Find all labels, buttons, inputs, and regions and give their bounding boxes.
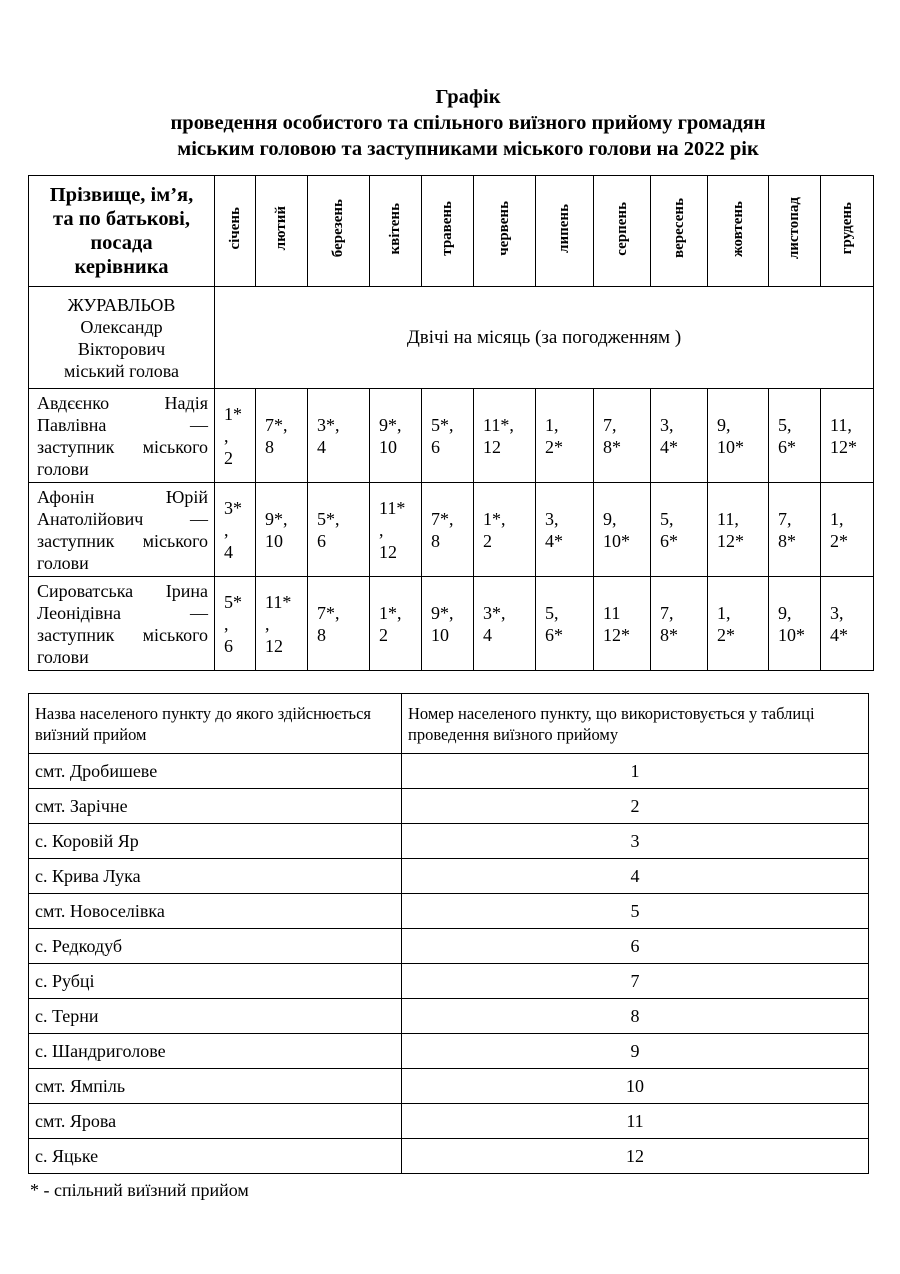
village-number-cell: 4: [402, 859, 869, 894]
village-number: 1*: [224, 403, 242, 424]
schedule-cell: [422, 577, 474, 671]
village-number: 9,: [717, 414, 731, 435]
schedule-cell: [256, 577, 308, 671]
schedule-cell: [370, 389, 422, 483]
schedule-cell: [474, 389, 536, 483]
schedule-cell: [370, 577, 422, 671]
village-number-cell: 5: [402, 894, 869, 929]
village-number: 4*: [660, 436, 678, 457]
village-number: ,: [224, 519, 229, 540]
village-number: 3,: [545, 508, 559, 529]
schedule-cell: [474, 483, 536, 577]
village-number-cell: 11: [402, 1104, 869, 1139]
village-number: 12*: [717, 530, 744, 551]
village-number: 1,: [830, 508, 844, 529]
month-header: серпень: [594, 176, 651, 287]
village-number: 8: [431, 530, 440, 551]
title-line-3: міським головою та заступниками міського голови на 2022 рік: [177, 138, 759, 160]
village-name: смт. Зарічне: [29, 789, 402, 824]
village-number: 6: [431, 436, 440, 457]
village-number: 5*,: [317, 508, 340, 529]
village-number: 2: [224, 447, 233, 468]
deputy-name-cell: Авдєєнко Надія Павлівна — заступник міського голови: [29, 389, 215, 483]
month-header: травень: [422, 176, 474, 287]
village-number: 3,: [660, 414, 674, 435]
schedule-cell: [769, 483, 821, 577]
village-name: смт. Дробишеве: [29, 754, 402, 789]
village-number: 11*,: [483, 414, 514, 435]
village-number: 1,: [717, 602, 731, 623]
village-number: 8*: [603, 436, 621, 457]
schedule-cell: [708, 483, 769, 577]
mayor-name-line: міський голова: [63, 360, 180, 381]
village-row: [29, 824, 869, 859]
schedule-cell: [821, 577, 874, 671]
village-number: 12*: [830, 436, 857, 457]
village-name: с. Шандриголове: [29, 1034, 402, 1069]
schedule-header-row: [29, 176, 874, 287]
schedule-cell: [536, 389, 594, 483]
village-number: 12: [483, 436, 501, 457]
village-number: 4*: [830, 624, 848, 645]
schedule-cell: [708, 577, 769, 671]
village-number-header: Номер населеного пункту, що використовується у таблиці проведення виїзного прийому: [402, 694, 869, 754]
village-number: 3,: [830, 602, 844, 623]
village-number: 10: [431, 624, 449, 645]
village-number: 1*,: [483, 508, 506, 529]
schedule-cell: [308, 577, 370, 671]
village-name: смт. Ярова: [29, 1104, 402, 1139]
village-number: 5*: [224, 591, 242, 612]
village-number: 5*,: [431, 414, 454, 435]
village-number: 7,: [660, 602, 674, 623]
village-number: 2*: [545, 436, 563, 457]
mayor-name-line: ЖУРАВЛЬОВ: [67, 294, 176, 315]
schedule-cell: [651, 483, 708, 577]
deputy-name-cell: Афонін Юрій Анатолійович — заступник міського голови: [29, 483, 215, 577]
village-number: 10*: [603, 530, 630, 551]
village-number: 4: [317, 436, 326, 457]
village-row: [29, 964, 869, 999]
village-number: 12: [379, 541, 397, 562]
village-row: [29, 754, 869, 789]
village-number: 7,: [778, 508, 792, 529]
village-number-cell: 3: [402, 824, 869, 859]
name-header-line: посада: [90, 232, 153, 254]
villages-table: [28, 693, 869, 1174]
village-number-cell: 9: [402, 1034, 869, 1069]
village-number-cell: 8: [402, 999, 869, 1034]
deputy-name-cell: Сироватська Ірина Леонідівна — заступник міського голови: [29, 577, 215, 671]
village-number: 2*: [717, 624, 735, 645]
villages-header-row: [29, 694, 869, 754]
village-row: [29, 1104, 869, 1139]
village-number: 12*: [603, 624, 630, 645]
village-number: ,: [265, 613, 270, 634]
village-number-cell: 10: [402, 1069, 869, 1104]
village-name: с. Рубці: [29, 964, 402, 999]
mayor-name-line: Вікторович: [77, 338, 166, 359]
village-number: 3*: [224, 497, 242, 518]
schedule-cell: [215, 389, 256, 483]
mayor-name-cell: [29, 287, 215, 389]
village-number: ,: [224, 613, 229, 634]
village-row: [29, 1139, 869, 1174]
village-number: 9*,: [265, 508, 288, 529]
village-number: 4*: [545, 530, 563, 551]
village-number-cell: 6: [402, 929, 869, 964]
schedule-cell: [536, 577, 594, 671]
village-number: 6: [224, 635, 233, 656]
village-row: [29, 789, 869, 824]
month-header: грудень: [821, 176, 874, 287]
schedule-cell: [821, 483, 874, 577]
title-line-1: Графік: [435, 86, 501, 108]
schedule-cell: [474, 577, 536, 671]
village-number: 1*,: [379, 602, 402, 623]
village-number-cell: 1: [402, 754, 869, 789]
month-header: січень: [215, 176, 256, 287]
village-row: [29, 1034, 869, 1069]
deputy-row: [29, 483, 874, 577]
village-number: 9,: [603, 508, 617, 529]
village-number: 4: [224, 541, 233, 562]
village-row: [29, 859, 869, 894]
village-number-cell: 12: [402, 1139, 869, 1174]
village-number: 12: [265, 635, 283, 656]
village-row: [29, 894, 869, 929]
village-number: 5,: [545, 602, 559, 623]
village-row: [29, 929, 869, 964]
month-header: квітень: [370, 176, 422, 287]
schedule-cell: [536, 483, 594, 577]
month-header: лютий: [256, 176, 308, 287]
village-number: 11,: [830, 414, 852, 435]
village-number: 9*,: [431, 602, 454, 623]
month-header: листопад: [769, 176, 821, 287]
schedule-cell: [821, 389, 874, 483]
deputy-row: [29, 389, 874, 483]
village-number: 5,: [660, 508, 674, 529]
village-number: 7,: [603, 414, 617, 435]
schedule-cell: [308, 483, 370, 577]
village-number: 3*,: [317, 414, 340, 435]
month-header: вересень: [651, 176, 708, 287]
mayor-schedule-note: Двічі на місяць (за погодженням ): [215, 287, 874, 389]
village-number: 6*: [545, 624, 563, 645]
mayor-row: [29, 287, 874, 389]
name-header-line: та по батькові,: [53, 208, 190, 230]
name-header-line: керівника: [74, 256, 169, 278]
village-number: 10: [265, 530, 283, 551]
village-number: 9,: [778, 602, 792, 623]
footnote: * - спільний виїзний прийом: [30, 1180, 249, 1200]
village-number: 7*,: [265, 414, 288, 435]
village-name: с. Коровій Яр: [29, 824, 402, 859]
schedule-cell: [370, 483, 422, 577]
schedule-cell: [256, 389, 308, 483]
village-row: [29, 1069, 869, 1104]
village-name: с. Крива Лука: [29, 859, 402, 894]
village-number: 5,: [778, 414, 792, 435]
village-number-cell: 2: [402, 789, 869, 824]
village-number: 4: [483, 624, 492, 645]
schedule-cell: [594, 389, 651, 483]
month-header: липень: [536, 176, 594, 287]
village-number: 2: [379, 624, 388, 645]
schedule-cell: [651, 389, 708, 483]
village-name-header: Назва населеного пункту до якого здійснюється виїзний прийом: [29, 694, 402, 754]
schedule-cell: [215, 577, 256, 671]
schedule-cell: [256, 483, 308, 577]
schedule-cell: [594, 577, 651, 671]
village-number: 6*: [778, 436, 796, 457]
village-number: 11: [603, 602, 621, 623]
village-row: [29, 999, 869, 1034]
schedule-cell: [594, 483, 651, 577]
village-number: 1,: [545, 414, 559, 435]
schedule-cell: [708, 389, 769, 483]
title-line-2: проведення особистого та спільного виїзного прийому громадян: [170, 112, 766, 134]
village-number: 2*: [830, 530, 848, 551]
deputy-row: [29, 577, 874, 671]
village-name: с. Терни: [29, 999, 402, 1034]
village-number: 8*: [778, 530, 796, 551]
village-number: 9*,: [379, 414, 402, 435]
village-number: 10*: [717, 436, 744, 457]
village-number: 3*,: [483, 602, 506, 623]
name-position-header: [29, 176, 215, 287]
month-header: червень: [474, 176, 536, 287]
village-number: 8: [265, 436, 274, 457]
schedule-cell: [769, 577, 821, 671]
village-number: 8*: [660, 624, 678, 645]
schedule-table: [28, 175, 874, 671]
village-number: 6: [317, 530, 326, 551]
village-number: 11*: [379, 497, 406, 518]
village-number: 7*,: [431, 508, 454, 529]
village-number: 10: [379, 436, 397, 457]
village-number: ,: [379, 519, 384, 540]
village-number: 11*: [265, 591, 292, 612]
schedule-cell: [308, 389, 370, 483]
schedule-cell: [215, 483, 256, 577]
schedule-cell: [422, 483, 474, 577]
mayor-name-line: Олександр: [80, 316, 163, 337]
schedule-cell: [769, 389, 821, 483]
document-title: [0, 84, 900, 162]
schedule-cell: [422, 389, 474, 483]
village-number: 2: [483, 530, 492, 551]
village-number: 8: [317, 624, 326, 645]
village-number: 11,: [717, 508, 739, 529]
village-number: 7*,: [317, 602, 340, 623]
village-number-cell: 7: [402, 964, 869, 999]
schedule-cell: [651, 577, 708, 671]
village-number: ,: [224, 425, 229, 446]
village-number: 6*: [660, 530, 678, 551]
month-header: березень: [308, 176, 370, 287]
village-name: смт. Ямпіль: [29, 1069, 402, 1104]
village-name: с. Редкодуб: [29, 929, 402, 964]
village-number: 10*: [778, 624, 805, 645]
village-name: с. Яцьке: [29, 1139, 402, 1174]
month-header: жовтень: [708, 176, 769, 287]
village-name: смт. Новоселівка: [29, 894, 402, 929]
name-header-line: Прізвище, ім’я,: [49, 184, 194, 206]
